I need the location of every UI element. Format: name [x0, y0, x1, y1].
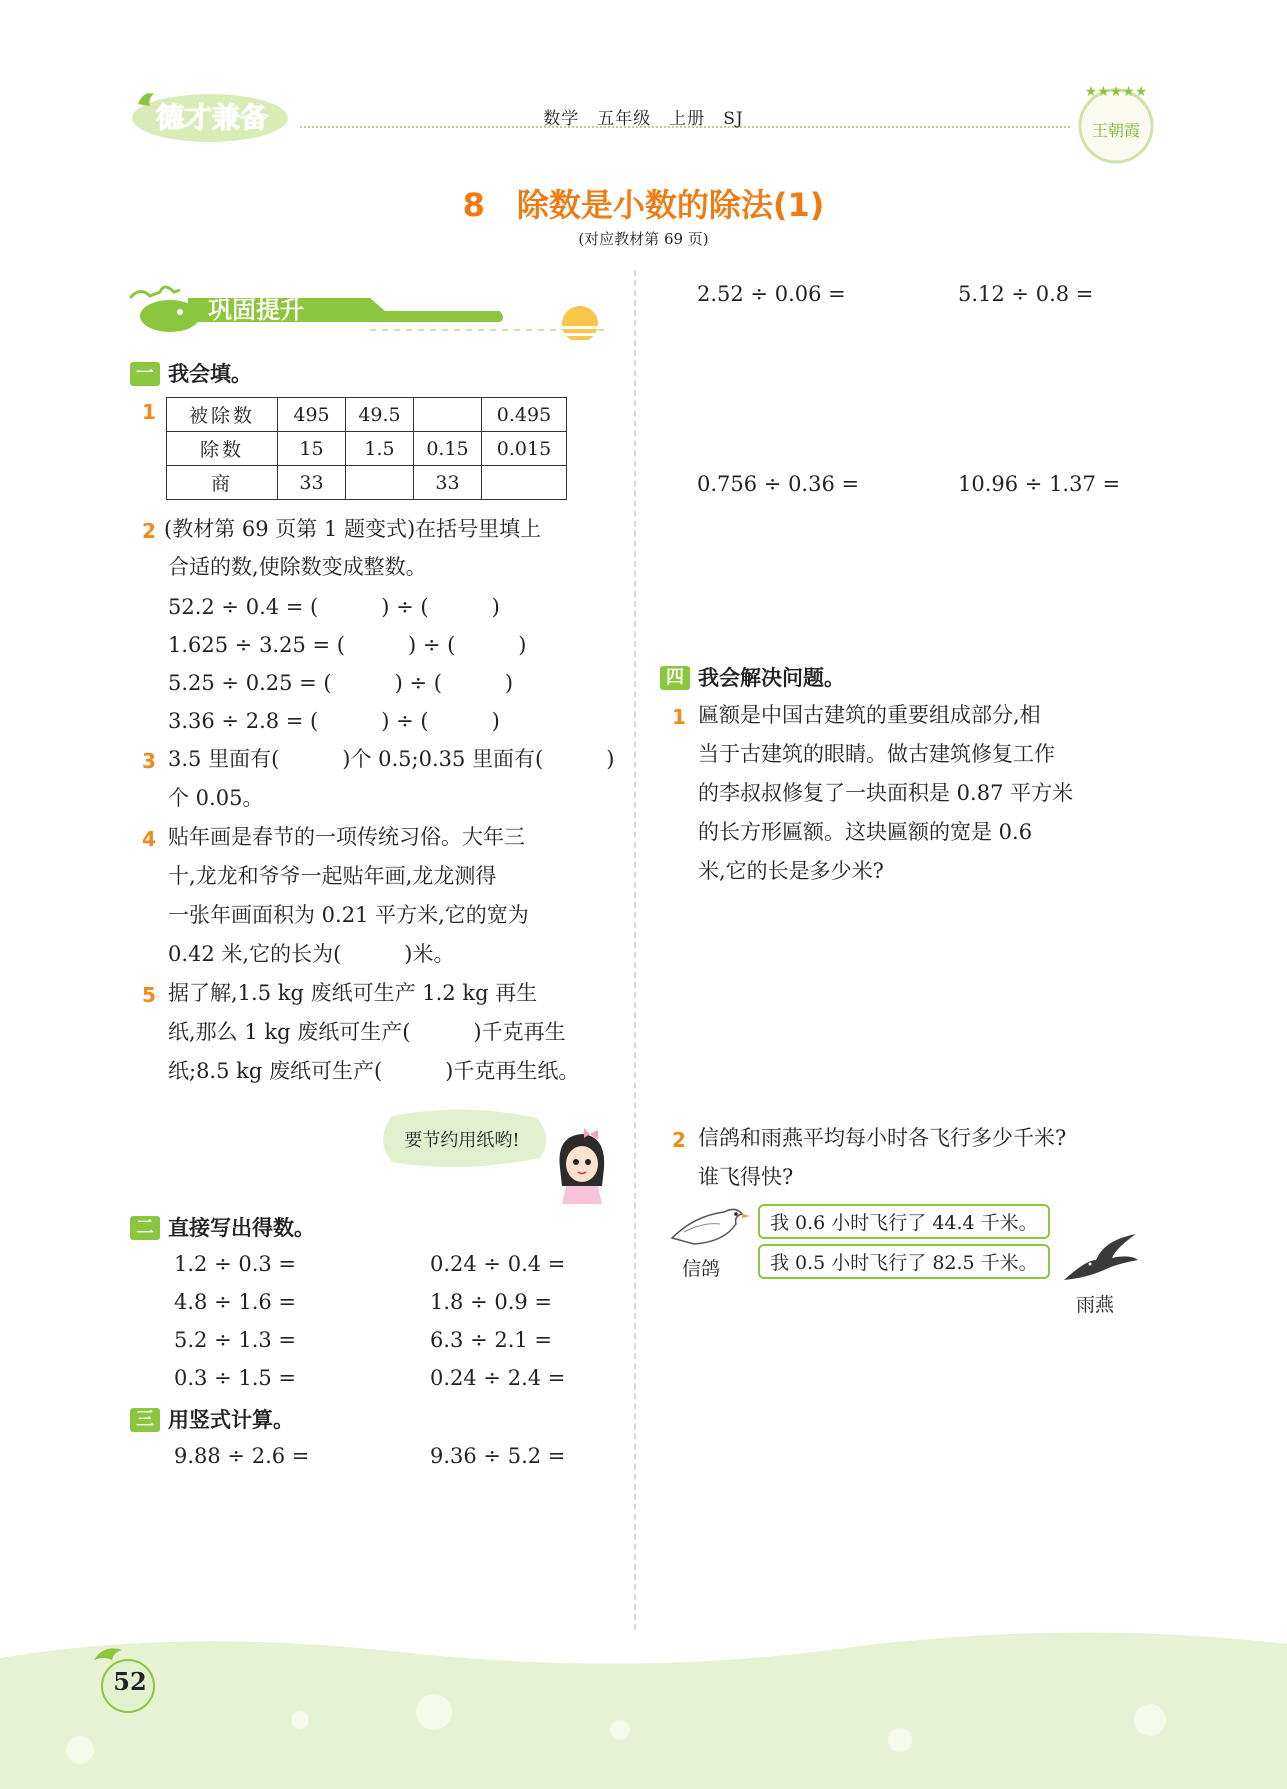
vertical-calc-item[interactable]: 9.88 ÷ 2.6 =: [174, 1444, 310, 1468]
q5-text-line[interactable]: 纸;8.5 kg 废纸可生产( )千克再生纸。: [168, 1059, 580, 1083]
mental-calc-item[interactable]: 0.24 ÷ 0.4 =: [430, 1252, 566, 1276]
badge-text: 王朝霞: [1091, 121, 1141, 140]
table-cell: 1.5: [346, 432, 414, 466]
s4-q1-line: 米,它的长是多少米?: [698, 859, 884, 883]
table-cell: 495: [278, 398, 346, 432]
q2-number: 2: [142, 519, 156, 543]
s4-q1-line: 匾额是中国古建筑的重要组成部分,相: [698, 703, 1041, 727]
banner-label: 巩固提升: [208, 296, 304, 324]
chapter-title: 8 除数是小数的除法(1): [462, 186, 825, 224]
q2-item[interactable]: 52.2 ÷ 0.4 = ( ) ÷ ( ): [168, 595, 500, 619]
table-row: [167, 432, 567, 466]
section4-badge: 四: [660, 666, 690, 690]
footer-wave: [0, 1600, 1287, 1789]
section2-heading: [130, 1212, 315, 1242]
section4-title: 我会解决问题。: [698, 666, 845, 690]
chapter-reference: (对应教材第 69 页): [578, 230, 709, 248]
tip-text: 要节约用纸哟!: [404, 1130, 520, 1151]
table-cell-blank[interactable]: [346, 466, 414, 500]
vertical-calc-item[interactable]: 0.756 ÷ 0.36 =: [697, 472, 860, 496]
publisher-badge: [1072, 78, 1160, 166]
q3-text-line1[interactable]: 3.5 里面有( )个 0.5;0.35 里面有( ): [168, 747, 615, 771]
table-row: [167, 398, 567, 432]
table-cell: 0.15: [414, 432, 482, 466]
vertical-calc-item[interactable]: 10.96 ÷ 1.37 =: [958, 472, 1121, 496]
q5-text-line: 据了解,1.5 kg 废纸可生产 1.2 kg 再生: [168, 981, 538, 1005]
mental-calc-item[interactable]: 4.8 ÷ 1.6 =: [174, 1290, 297, 1314]
table-cell: 商: [167, 466, 278, 500]
q3-text-line2: 个 0.05。: [168, 786, 264, 810]
swift-label: 雨燕: [1076, 1294, 1115, 1316]
mental-calc-item[interactable]: 5.2 ÷ 1.3 =: [174, 1328, 297, 1352]
q4-number: 4: [142, 827, 156, 851]
section1-heading: [130, 358, 252, 388]
table-cell: 49.5: [346, 398, 414, 432]
section4-heading: [660, 662, 845, 692]
section3-heading: [130, 1404, 294, 1434]
table-cell: 33: [414, 466, 482, 500]
q2-text-line2: 合适的数,使除数变成整数。: [168, 555, 427, 579]
q5-number: 5: [142, 983, 156, 1007]
table-row: [167, 466, 567, 500]
q4-text-line: 一张年画面积为 0.21 平方米,它的宽为: [168, 903, 529, 927]
section-banner: [130, 278, 610, 340]
table-cell: 15: [278, 432, 346, 466]
pigeon-bubble: 我 0.6 小时飞行了 44.4 千米。: [758, 1204, 1050, 1239]
section2-badge: 二: [130, 1216, 160, 1240]
table-cell: 被除数: [167, 398, 278, 432]
vertical-calc-item[interactable]: 2.52 ÷ 0.06 =: [697, 282, 846, 306]
vertical-calc-item[interactable]: 9.36 ÷ 5.2 =: [430, 1444, 566, 1468]
logo-text: 德才兼备: [155, 101, 269, 134]
swift-bubble: 我 0.5 小时飞行了 82.5 千米。: [758, 1244, 1050, 1279]
section3-badge: 三: [130, 1408, 160, 1432]
mental-calc-item[interactable]: 1.2 ÷ 0.3 =: [174, 1252, 297, 1276]
girl-icon: [552, 1128, 610, 1204]
q2-item[interactable]: 5.25 ÷ 0.25 = ( ) ÷ ( ): [168, 671, 514, 695]
header-subject: 数学 五年级 上册 SJ: [543, 109, 744, 129]
s4-q1-number: 1: [672, 705, 686, 729]
svg-text:★★★★★: ★★★★★: [1084, 84, 1148, 100]
q4-text-line: 十,龙龙和爷爷一起贴年画,龙龙测得: [168, 864, 497, 888]
s4-q1-line: 的长方形匾额。这块匾额的宽是 0.6: [698, 820, 1033, 844]
s4-q2-number: 2: [672, 1128, 686, 1152]
swift-icon: [1060, 1230, 1140, 1286]
s4-q2-line1: 信鸽和雨燕平均每小时各飞行多少千米?: [698, 1126, 1067, 1150]
pigeon-label: 信鸽: [682, 1258, 721, 1280]
vertical-calc-item[interactable]: 5.12 ÷ 0.8 =: [958, 282, 1094, 306]
page-number: 52: [113, 1667, 147, 1696]
q2-text-line1: (教材第 69 页第 1 题变式)在括号里填上: [164, 517, 542, 541]
table-cell-blank[interactable]: [414, 398, 482, 432]
mental-calc-item[interactable]: 6.3 ÷ 2.1 =: [430, 1328, 553, 1352]
table-cell: 33: [278, 466, 346, 500]
q2-item[interactable]: 1.625 ÷ 3.25 = ( ) ÷ ( ): [168, 633, 527, 657]
tip-bubble: [372, 1108, 552, 1172]
q4-text-line: 贴年画是春节的一项传统习俗。大年三: [168, 825, 525, 849]
column-divider: [634, 270, 636, 1630]
s4-q1-line: 的李叔叔修复了一块面积是 0.87 平方米: [698, 781, 1074, 805]
mental-calc-item[interactable]: 1.8 ÷ 0.9 =: [430, 1290, 553, 1314]
section3-title: 用竖式计算。: [168, 1408, 294, 1432]
table-cell-blank[interactable]: [482, 466, 567, 500]
table-cell: 除数: [167, 432, 278, 466]
table-cell: 0.495: [482, 398, 567, 432]
table-cell: 0.015: [482, 432, 567, 466]
mental-calc-item[interactable]: 0.3 ÷ 1.5 =: [174, 1366, 297, 1390]
s4-q2-line2: 谁飞得快?: [698, 1165, 794, 1189]
section1-badge: 一: [130, 362, 160, 386]
s4-q1-line: 当于古建筑的眼睛。做古建筑修复工作: [698, 742, 1055, 766]
q3-number: 3: [142, 749, 156, 773]
mental-calc-item[interactable]: 0.24 ÷ 2.4 =: [430, 1366, 566, 1390]
q1-number: 1: [142, 400, 156, 424]
q2-item[interactable]: 3.36 ÷ 2.8 = ( ) ÷ ( ): [168, 709, 500, 733]
section1-title: 我会填。: [168, 362, 252, 386]
section2-title: 直接写出得数。: [168, 1216, 315, 1240]
q5-text-line[interactable]: 纸,那么 1 kg 废纸可生产( )千克再生: [168, 1020, 566, 1044]
q4-text-line[interactable]: 0.42 米,它的长为( )米。: [168, 942, 455, 966]
pigeon-icon: [664, 1198, 752, 1252]
fill-table: [166, 397, 567, 500]
